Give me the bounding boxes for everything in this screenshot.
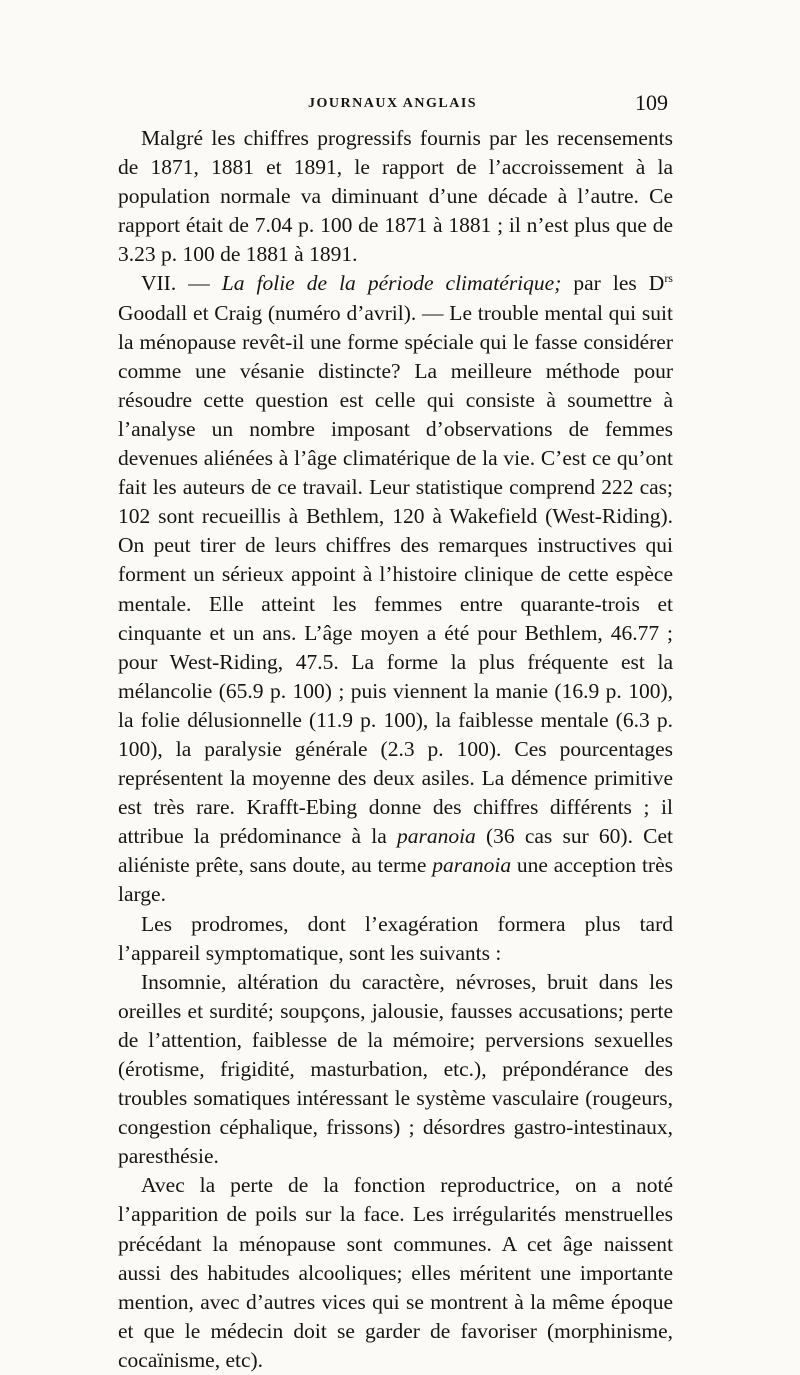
body-text <box>118 124 673 1375</box>
italic-term: paranoia <box>432 853 512 878</box>
paragraph-symptoms: Insomnie, altération du caractère, névroses, bruit dans les oreilles et surdité; soupçons, jalousie, fausses accusations; perte de l’attention, faiblesse de la mémoire; perversions sexuelles (érotisme, frigidité, masturbation, etc.), prépondérance des troubles somatiques intéressant le système vasculaire (rougeurs, congestion céphalique, frissons) ; désordres gastro-intestinaux, paresthésie. <box>118 969 673 1169</box>
paragraph-menopause: Avec la perte de la fonction reproductrice, on a noté l’apparition de poils sur la face. Les irrégularités menstruelles précédant la ménopause sont communes. A cet âge naissent aussi des habitudes alcooliques; elles méritent une importante mention, avec d’autres vices qui se montrent à la même époque et que le médecin doit se garder de favoriser (morphinisme, cocaïnisme, etc). <box>118 1173 673 1372</box>
paragraph-census: Malgré les chiffres progressifs fournis par les recensements de 1871, 1881 et 1891, le rapport de l’accroissement à la population normale va diminuant d’une décade à l’autre. Ce rapport était de 7.04 p. 100 de 1871 à 1881 ; il n’est plus que de 3.23 p. 100 de 1881 à 1891. <box>118 126 673 267</box>
running-head: JOURNAUX ANGLAIS <box>308 96 478 111</box>
paragraph-climacteric-insanity <box>118 269 673 909</box>
paragraph-body: une acception très large. <box>118 853 673 907</box>
authors-prefix: par les D <box>561 271 665 296</box>
section-number: VII. — <box>141 271 222 296</box>
italic-term: paranoia <box>396 824 476 849</box>
doctor-superscript: rs <box>664 271 673 286</box>
page-number: 109 <box>635 90 668 115</box>
article-title: La folie de la période climatérique; <box>221 271 562 296</box>
page-header <box>118 90 668 120</box>
paragraph-body: (36 cas sur 60). Cet aliéniste prête, sans doute, au terme <box>118 824 673 878</box>
paragraph-body: Goodall et Craig (numéro d’avril). — Le trouble mental qui suit la ménopause revêt-il une forme spéciale qui le fasse considérer comme une vésanie distincte? La meilleure méthode pour résoudre cette question est celle qui consiste à soumettre à l’analyse un nombre imposant d’observations de femmes devenues aliénées à l’âge climatérique de la vie. C’est ce qu’ont fait les auteurs de ce travail. Leur statistique comprend 222 cas; 102 sont recueillis à Bethlem, 120 à Wakefield (West-Riding). On peut tirer de leurs chiffres des remarques instructives qui forment un sérieux appoint à l’histoire clinique de cette espèce mentale. Elle atteint les femmes entre quarante-trois et cinquante et un ans. L’âge moyen a été pour Bethlem, 46.77 ; pour West-Riding, 47.5. La forme la plus fréquente est la mélancolie (65.9 p. 100) ; puis viennent la manie (16.9 p. 100), la folie délusionnelle (11.9 p. 100), la faiblesse mentale (6.3 p. 100), la paralysie générale (2.3 p. 100). Ces pourcentages représentent la moyenne des deux asiles. La démence primitive est très rare. Krafft-Ebing donne des chiffres différents ; il attribue la prédominance à la <box>118 300 673 849</box>
paragraph-prodromes: Les prodromes, dont l’exagération formera plus tard l’appareil symptomatique, sont les suivants : <box>118 911 673 965</box>
